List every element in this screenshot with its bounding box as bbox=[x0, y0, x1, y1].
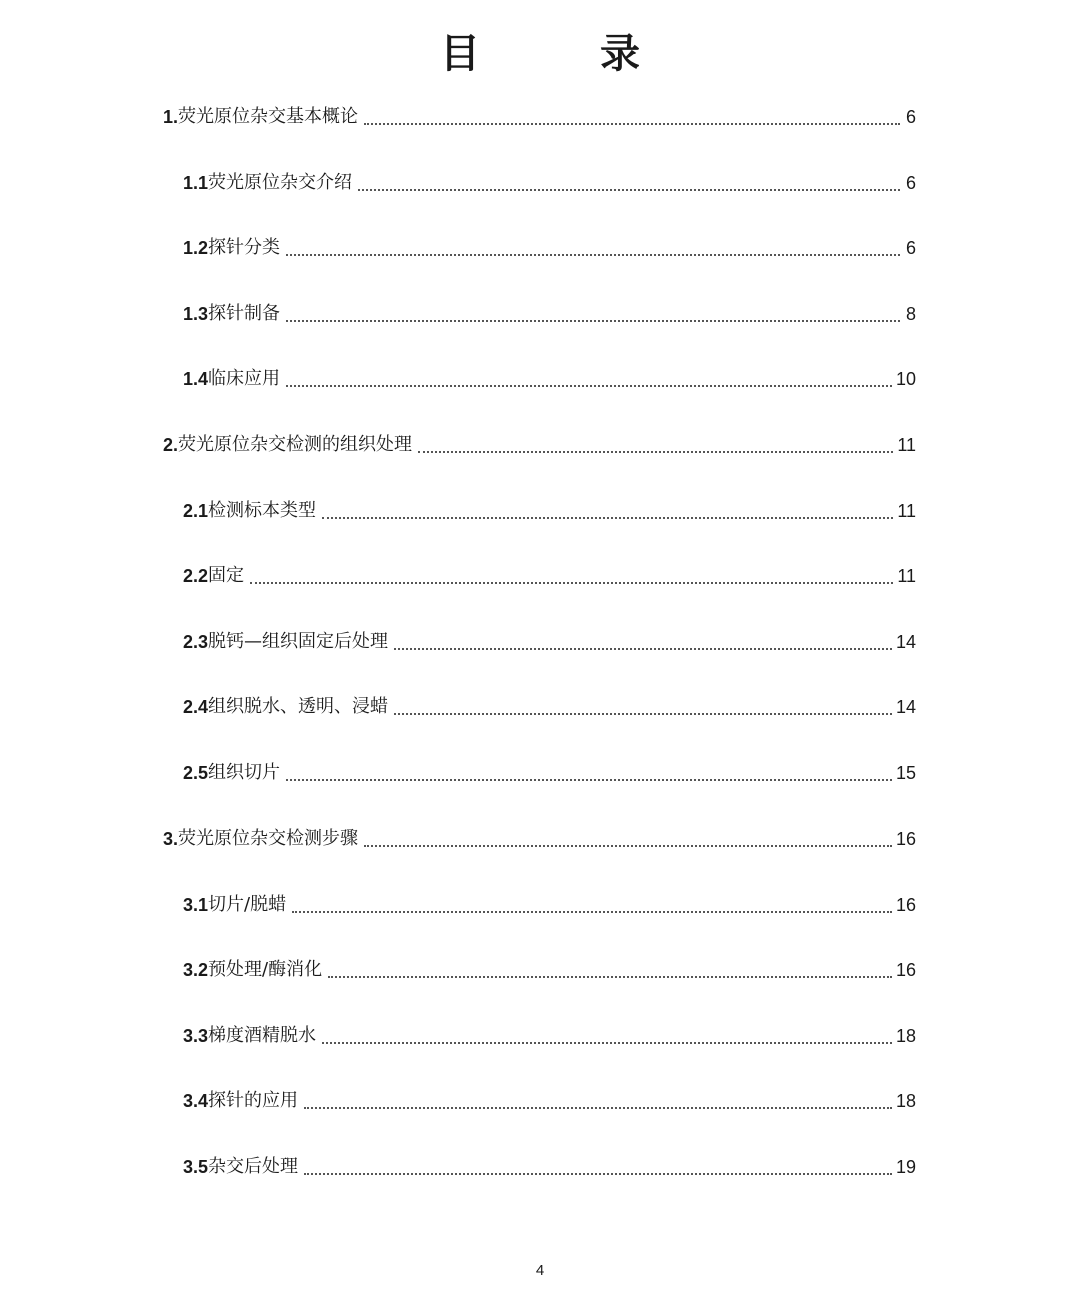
entry-number: 2.5 bbox=[183, 763, 209, 783]
dot-leader bbox=[394, 647, 892, 650]
entry-title: 组织脱水、透明、浸蜡 bbox=[208, 696, 389, 717]
entry-page-number: 18 bbox=[895, 1026, 916, 1046]
toc-entry[interactable] bbox=[183, 888, 916, 922]
dot-leader bbox=[358, 188, 900, 191]
entry-page-number: 16 bbox=[895, 960, 916, 980]
dot-leader bbox=[286, 319, 900, 322]
entry-number: 3.3 bbox=[183, 1026, 209, 1046]
toc-entry[interactable] bbox=[183, 625, 916, 659]
page-title: 目 录 bbox=[440, 31, 680, 77]
entry-number: 3. bbox=[163, 829, 179, 849]
entry-title: 组织切片 bbox=[208, 762, 281, 783]
toc-entry[interactable] bbox=[163, 428, 916, 462]
entry-page-number: 19 bbox=[895, 1157, 916, 1177]
toc-entry[interactable] bbox=[183, 756, 916, 790]
entry-number: 3.2 bbox=[183, 960, 209, 980]
toc-entry[interactable] bbox=[183, 1084, 916, 1118]
dot-leader bbox=[286, 253, 900, 256]
entry-number: 2.4 bbox=[183, 697, 209, 717]
entry-number: 2.3 bbox=[183, 632, 209, 652]
entry-page-number: 16 bbox=[895, 829, 916, 849]
entry-number: 1.1 bbox=[183, 173, 209, 193]
entry-title: 预处理/酶消化 bbox=[208, 959, 323, 980]
toc-entry[interactable] bbox=[183, 494, 916, 528]
entry-number: 3.1 bbox=[183, 895, 209, 915]
dot-leader bbox=[364, 844, 892, 847]
dot-leader bbox=[364, 122, 900, 125]
entry-title: 荧光原位杂交检测步骤 bbox=[178, 828, 359, 849]
toc-entry[interactable] bbox=[183, 953, 916, 987]
entry-number: 3.4 bbox=[183, 1091, 209, 1111]
entry-number: 2.1 bbox=[183, 501, 209, 521]
toc-entry[interactable] bbox=[163, 100, 916, 134]
dot-leader bbox=[292, 910, 892, 913]
toc-entry[interactable] bbox=[183, 166, 916, 200]
dot-leader bbox=[394, 712, 892, 715]
dot-leader bbox=[286, 778, 892, 781]
toc-entry[interactable] bbox=[183, 559, 916, 593]
dot-leader bbox=[322, 516, 893, 519]
entry-title: 探针制备 bbox=[208, 303, 281, 324]
entry-page-number: 6 bbox=[905, 173, 916, 193]
toc-entry[interactable] bbox=[183, 1019, 916, 1053]
entry-number: 1.4 bbox=[183, 369, 209, 389]
entry-number: 1.3 bbox=[183, 304, 209, 324]
entry-number: 1. bbox=[163, 107, 179, 127]
entry-title: 脱钙—组织固定后处理 bbox=[208, 631, 389, 652]
entry-page-number: 8 bbox=[905, 304, 916, 324]
dot-leader bbox=[304, 1106, 892, 1109]
dot-leader bbox=[322, 1041, 892, 1044]
entry-title: 梯度酒精脱水 bbox=[208, 1025, 317, 1046]
entry-title: 检测标本类型 bbox=[208, 500, 317, 521]
entry-title: 荧光原位杂交介绍 bbox=[208, 172, 353, 193]
entry-page-number: 11 bbox=[897, 435, 916, 455]
entry-title: 临床应用 bbox=[208, 368, 281, 389]
entry-title: 荧光原位杂交基本概论 bbox=[178, 106, 359, 127]
entry-title: 固定 bbox=[208, 565, 245, 586]
entry-page-number: 14 bbox=[895, 632, 916, 652]
entry-title: 探针的应用 bbox=[208, 1090, 299, 1111]
dot-leader bbox=[418, 450, 893, 453]
dot-leader bbox=[286, 384, 892, 387]
entry-page-number: 6 bbox=[905, 107, 916, 127]
page-number: 4 bbox=[535, 1262, 545, 1279]
entry-number: 2.2 bbox=[183, 566, 209, 586]
entry-number: 2. bbox=[163, 435, 179, 455]
entry-number: 1.2 bbox=[183, 238, 209, 258]
toc-entry[interactable] bbox=[183, 297, 916, 331]
entry-page-number: 18 bbox=[895, 1091, 916, 1111]
entry-number: 3.5 bbox=[183, 1157, 209, 1177]
toc-entry[interactable] bbox=[183, 690, 916, 724]
dot-leader bbox=[250, 581, 893, 584]
entry-page-number: 16 bbox=[895, 895, 916, 915]
entry-page-number: 11 bbox=[897, 501, 916, 521]
entry-page-number: 15 bbox=[895, 763, 916, 783]
dot-leader bbox=[328, 975, 892, 978]
dot-leader bbox=[304, 1172, 892, 1175]
entry-title: 荧光原位杂交检测的组织处理 bbox=[178, 434, 413, 455]
entry-page-number: 10 bbox=[895, 369, 916, 389]
entry-page-number: 11 bbox=[897, 566, 916, 586]
toc-entry[interactable] bbox=[183, 1150, 916, 1184]
entry-title: 探针分类 bbox=[208, 237, 281, 258]
entry-page-number: 6 bbox=[905, 238, 916, 258]
toc-entry[interactable] bbox=[163, 822, 916, 856]
entry-title: 切片/脱蜡 bbox=[208, 894, 287, 915]
toc-entry[interactable] bbox=[183, 231, 916, 265]
entry-title: 杂交后处理 bbox=[208, 1156, 299, 1177]
entry-page-number: 14 bbox=[895, 697, 916, 717]
toc-entry[interactable] bbox=[183, 362, 916, 396]
